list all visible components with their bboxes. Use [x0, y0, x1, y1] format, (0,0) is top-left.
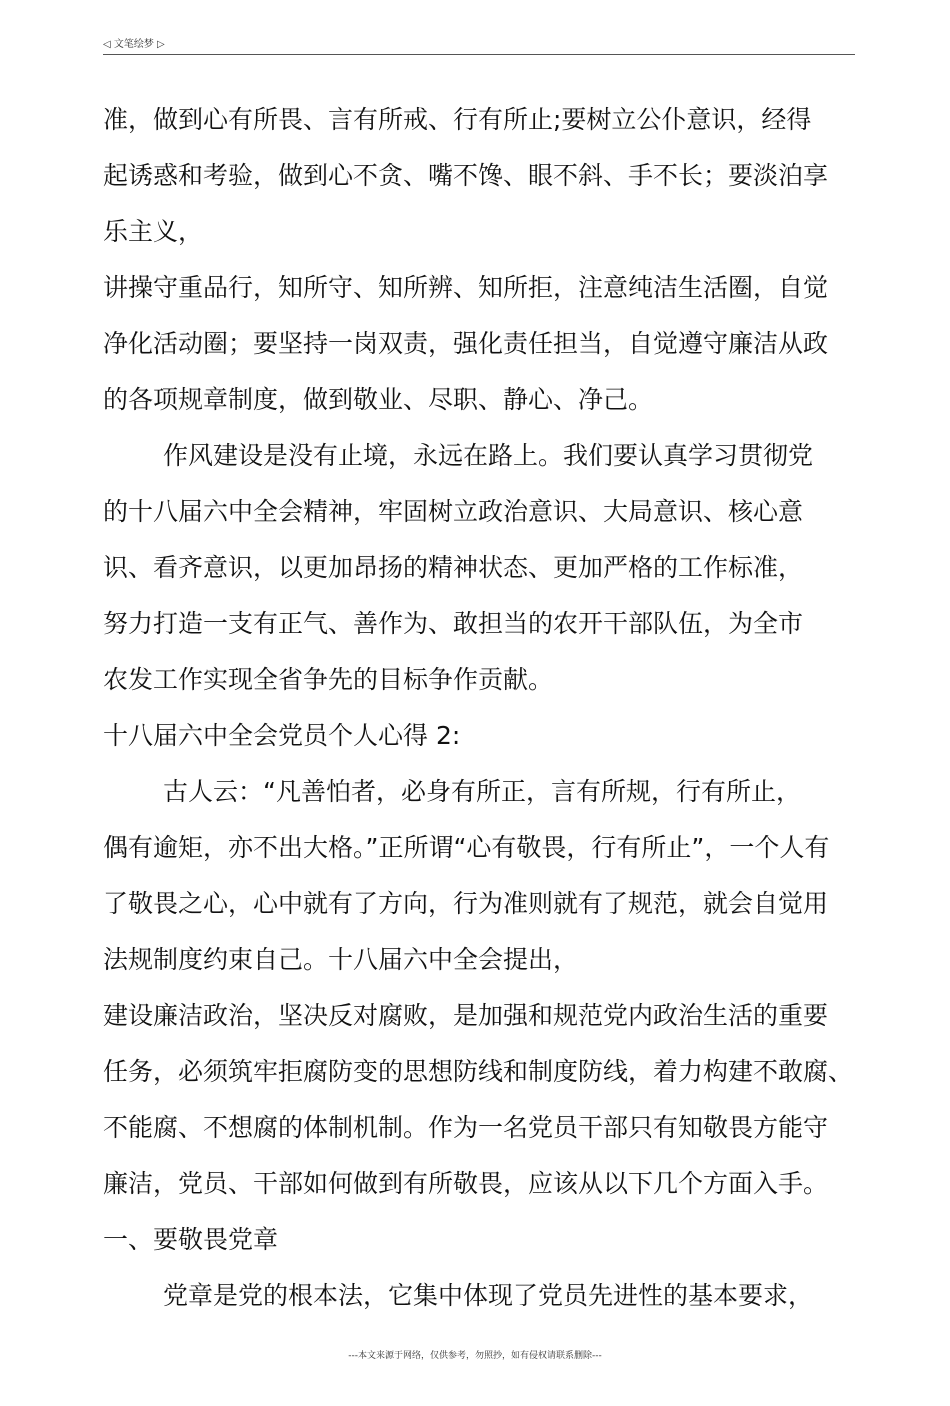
body-line: 的十八届六中全会精神，牢固树立政治意识、大局意识、核心意	[103, 497, 804, 526]
body-line: 识、看齐意识，以更加昂扬的精神状态、更加严格的工作标准，	[103, 553, 804, 582]
body-line: 努力打造一支有正气、善作为、敢担当的农开干部队伍，为全市	[103, 609, 804, 638]
body-line: 古人云：“凡善怕者，必身有所正，言有所规，行有所止，	[163, 777, 801, 806]
body-line: 廉洁，党员、干部如何做到有所敬畏，应该从以下几个方面入手。	[103, 1169, 829, 1198]
body-line: 的各项规章制度，做到敬业、尽职、静心、净己。	[103, 385, 654, 414]
body-line: 偶有逾矩，亦不出大格。”正所谓“心有敬畏，行有所止”，一个人有	[103, 833, 830, 862]
body-line: 党章是党的根本法，它集中体现了党员先进性的基本要求，	[163, 1281, 814, 1310]
body-line: 作风建设是没有止境，永远在路上。我们要认真学习贯彻党	[163, 441, 814, 470]
body-line: 起诱惑和考验，做到心不贪、嘴不馋、眼不斜、手不长；要淡泊享	[103, 161, 829, 190]
body-line: 不能腐、不想腐的体制机制。作为一名党员干部只有知敬畏方能守	[103, 1113, 829, 1142]
body-line: 准，做到心有所畏、言有所戒、行有所止;要树立公仆意识，经得	[103, 105, 812, 134]
section-heading: 十八届六中全会党员个人心得 2:	[103, 721, 461, 750]
body-line: 讲操守重品行，知所守、知所辨、知所拒，注意纯洁生活圈，自觉	[103, 273, 829, 302]
body-line: 任务，必须筑牢拒腐防变的思想防线和制度防线，着力构建不敢腐、	[103, 1057, 854, 1086]
document-body	[103, 92, 863, 1324]
body-line: 乐主义，	[103, 217, 204, 246]
body-line: 法规制度约束自己。十八届六中全会提出，	[103, 945, 579, 974]
page-footer: ---本文来源于网络，仅供参考，勿照抄，如有侵权请联系删除---	[348, 1351, 602, 1361]
subsection-heading: 一、要敬畏党章	[103, 1225, 279, 1254]
body-line: 了敬畏之心，心中就有了方向，行为准则就有了规范，就会自觉用	[103, 889, 829, 918]
body-line: 农发工作实现全省争先的目标争作贡献。	[103, 665, 554, 694]
body-line: 净化活动圈；要坚持一岗双责，强化责任担当，自觉遵守廉洁从政	[103, 329, 829, 358]
body-line: 建设廉洁政治，坚决反对腐败，是加强和规范党内政治生活的重要	[103, 1001, 829, 1030]
header-logo-text: ◁ 文笔绘梦 ▷	[103, 39, 165, 50]
page-header	[103, 38, 855, 55]
